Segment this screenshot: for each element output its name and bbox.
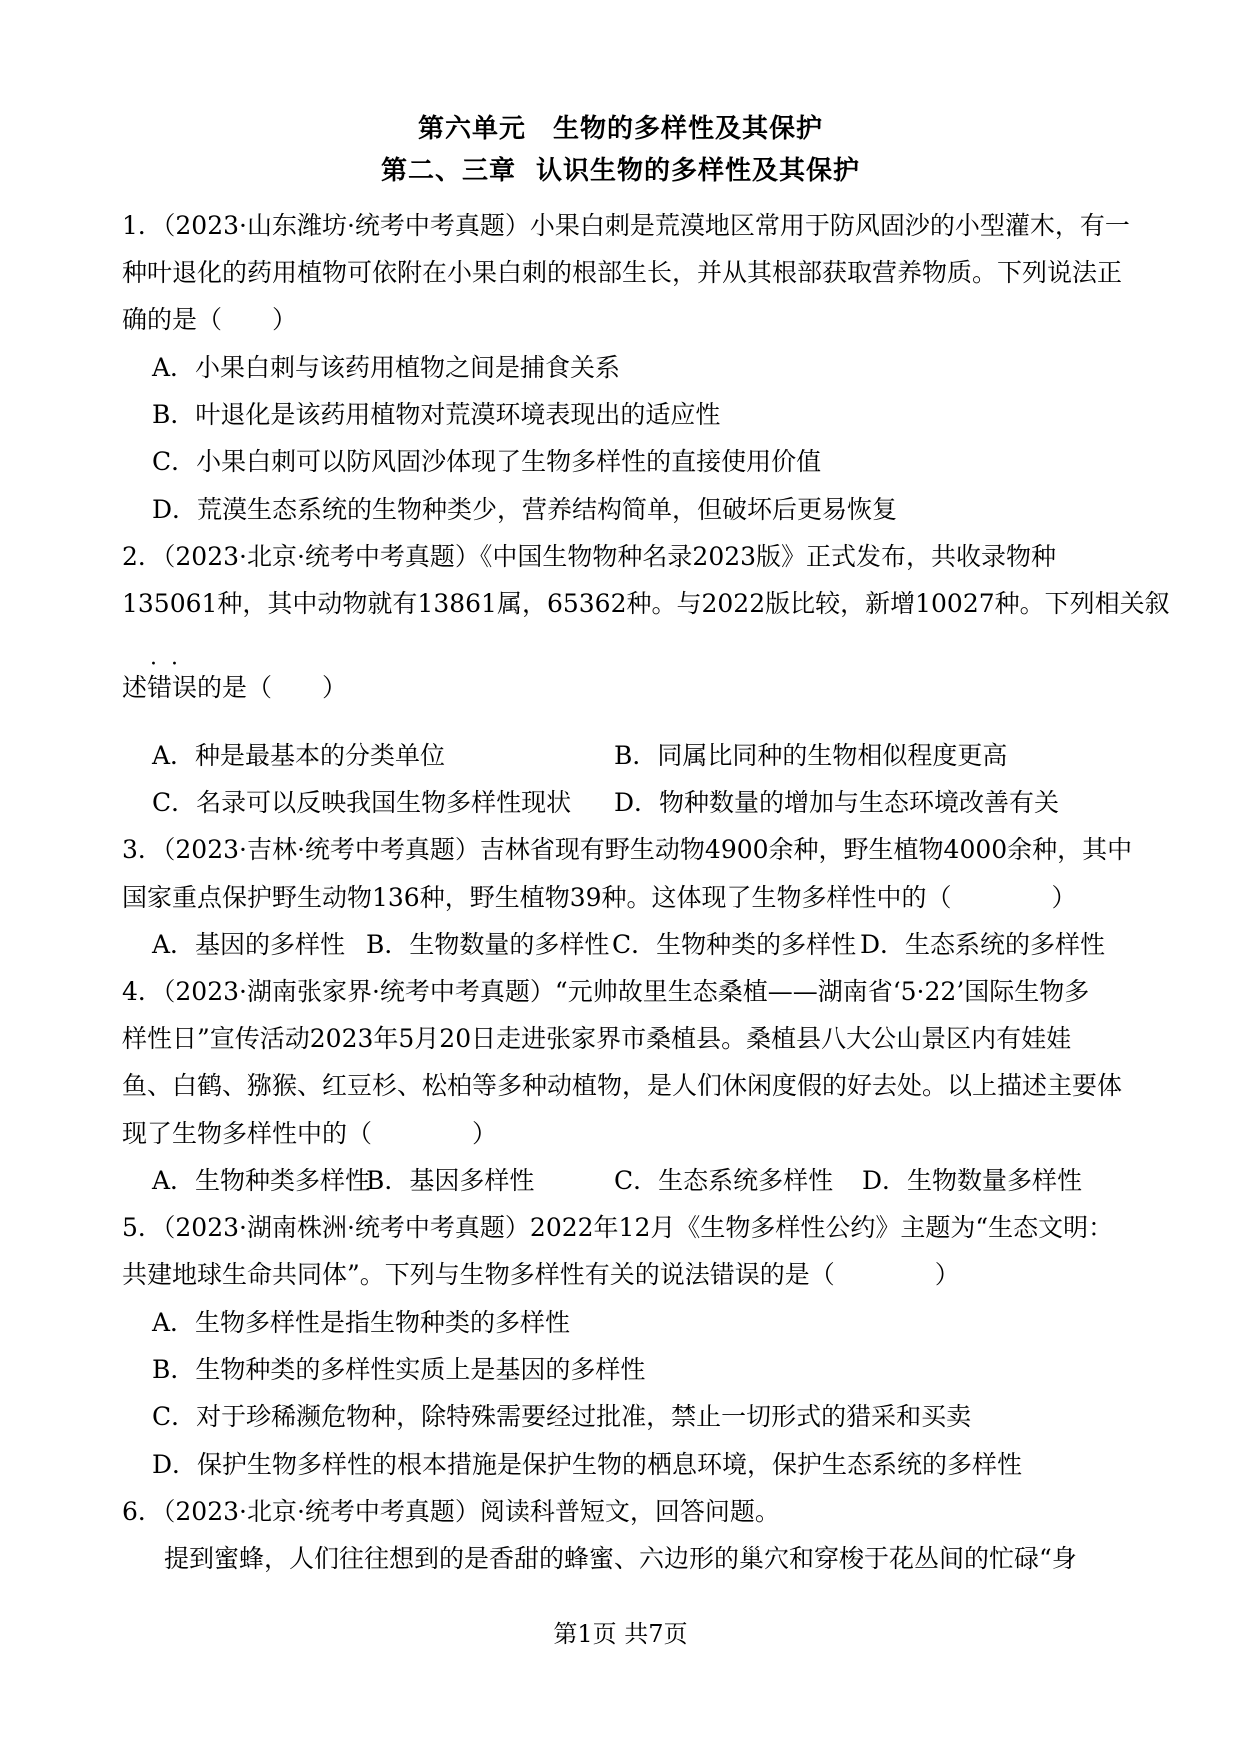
question-4-option-b: B．基因多样性 (366, 1166, 535, 1195)
question-4-line-4: 现了生物多样性中的（ ） (122, 1119, 498, 1148)
question-3-line-2: 国家重点保护野生动物136种，野生植物39种。这体现了生物多样性中的（ ） (122, 883, 1077, 912)
question-3-option-d: D．生态系统的多样性 (860, 930, 1106, 959)
question-5-option-d: D．保护生物多样性的根本措施是保护生物的栖息环境，保护生态系统的多样性 (152, 1450, 1023, 1479)
question-3-option-b: B．生物数量的多样性 (366, 930, 610, 959)
question-4-option-d: D．生物数量多样性 (862, 1166, 1083, 1195)
page-footer: 第1页 共7页 (553, 1620, 688, 1648)
question-1-option-b: B．叶退化是该药用植物对荒漠环境表现出的适应性 (152, 400, 721, 429)
question-3-line-1: 3．（2023·吉林·统考中考真题）吉林省现有野生动物4900余种，野生植物4000余种，其中 (122, 835, 1133, 864)
question-4-option-c: C．生态系统多样性 (614, 1166, 834, 1195)
emphasis-dots: ·· (150, 652, 192, 677)
chapter-title: 第二、三章 认识生物的多样性及其保护 (380, 156, 861, 186)
question-1-line-1: 1．（2023·山东潍坊·统考中考真题）小果白刺是荒漠地区常用于防风固沙的小型灌木，有一 (122, 211, 1130, 240)
question-2-option-d: D．物种数量的增加与生态环境改善有关 (614, 788, 1060, 817)
question-5-line-2: 共建地球生命共同体”。下列与生物多样性有关的说法错误的是（ ） (122, 1260, 960, 1289)
question-1-option-a: A．小果白刺与该药用植物之间是捕食关系 (152, 353, 621, 382)
question-5-line-1: 5．（2023·湖南株洲·统考中考真题）2022年12月《生物多样性公约》主题为“生态文明： (122, 1213, 1114, 1242)
question-2-line-3: 述错误的是（ ） (122, 673, 348, 702)
question-5-option-c: C．对于珍稀濒危物种，除特殊需要经过批准，禁止一切形式的猎采和买卖 (152, 1402, 972, 1431)
question-3-option-a: A．基因的多样性 (152, 930, 346, 959)
question-2-option-b: B．同属比同种的生物相似程度更高 (614, 741, 1008, 770)
question-4-line-3: 鱼、白鹤、猕猴、红豆杉、松柏等多种动植物，是人们休闲度假的好去处。以上描述主要体 (122, 1071, 1123, 1100)
unit-title: 第六单元 生物的多样性及其保护 (417, 114, 823, 144)
question-1-line-3: 确的是（ ） (122, 305, 298, 334)
question-1-option-c: C．小果白刺可以防风固沙体现了生物多样性的直接使用价值 (152, 447, 822, 476)
question-2-line-2: 135061种，其中动物就有13861属，65362种。与2022版比较，新增10027种。下列相关叙 (122, 589, 1170, 618)
question-2-option-a: A．种是最基本的分类单位 (152, 741, 446, 770)
question-5-option-b: B．生物种类的多样性实质上是基因的多样性 (152, 1355, 646, 1384)
question-1-line-2: 种叶退化的药用植物可依附在小果白刺的根部生长，并从其根部获取营养物质。下列说法正 (122, 258, 1123, 287)
question-2-option-c: C．名录可以反映我国生物多样性现状 (152, 788, 572, 817)
question-4-option-a: A．生物种类多样性 (152, 1166, 371, 1195)
question-5-option-a: A．生物多样性是指生物种类的多样性 (152, 1308, 571, 1337)
question-4-line-2: 样性日”宣传活动2023年5月20日走进张家界市桑植县。桑植县八大公山景区内有娃娃 (122, 1024, 1072, 1053)
question-3-option-c: C．生物种类的多样性 (612, 930, 857, 959)
question-1-option-d: D．荒漠生态系统的生物种类少，营养结构简单，但破坏后更易恢复 (152, 495, 898, 524)
question-6-line-1: 6．（2023·北京·统考中考真题）阅读科普短文，回答问题。 (122, 1497, 780, 1526)
question-4-line-1: 4．（2023·湖南张家界·统考中考真题）“元帅故里生态桑植——湖南省‘5·22’国际生物多 (122, 977, 1090, 1006)
question-2-line-1: 2．（2023·北京·统考中考真题）《中国生物物种名录2023版》正式发布，共收录物种 (122, 542, 1057, 571)
question-6-passage: 提到蜜蜂，人们往往想到的是香甜的蜂蜜、六边形的巢穴和穿梭于花丛间的忙碌“身 (164, 1544, 1077, 1573)
